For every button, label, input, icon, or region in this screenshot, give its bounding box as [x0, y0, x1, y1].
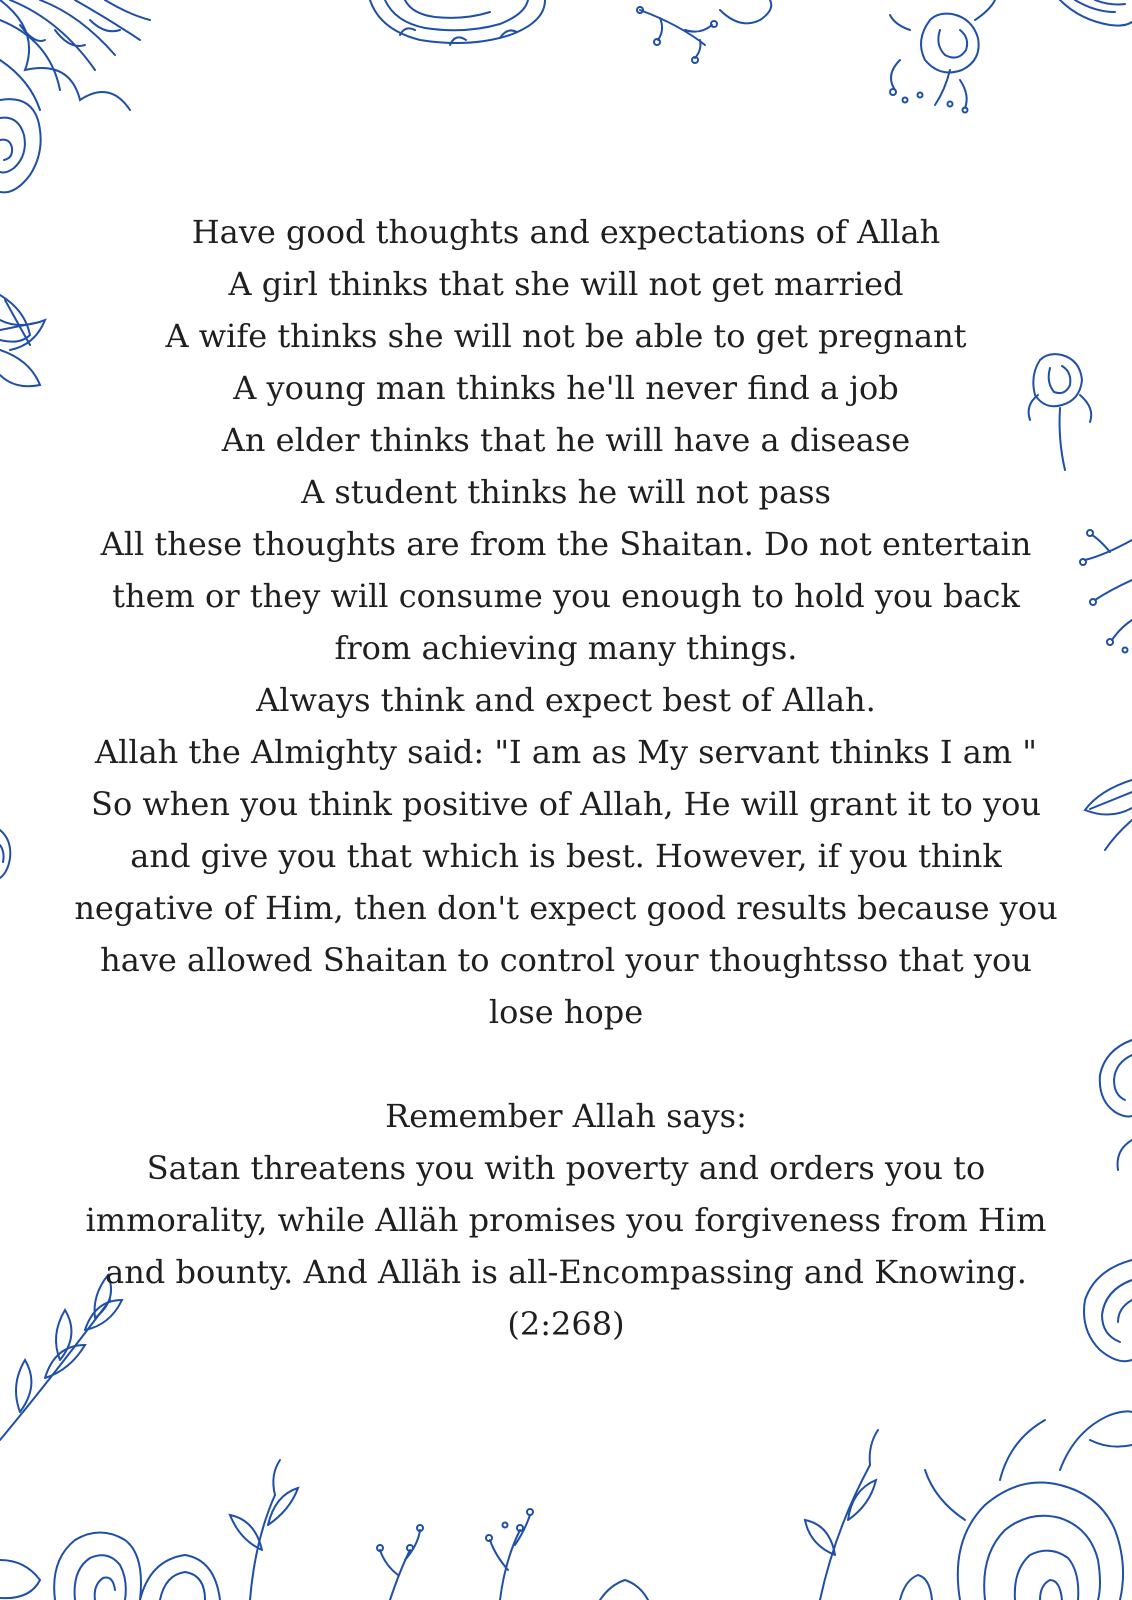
verse-reference: (2:268) [507, 1305, 625, 1343]
text-line: A wife thinks she will not be able to get pregnant [165, 317, 967, 355]
text-line: All these thoughts are from the Shaitan. Do not entertain [100, 525, 1032, 563]
flower-left-edge [0, 830, 10, 878]
text-line: from achieving many things. [334, 629, 798, 667]
flowers-bottom-left [0, 1533, 220, 1600]
text-line: An elder thinks that he will have a disease [221, 421, 911, 459]
rose-left-edge [0, 99, 41, 192]
flower-top-right-corner [1060, 0, 1132, 26]
text-line: A student thinks he will not pass [301, 473, 831, 511]
verse-line: immorality, while Alläh promises you forgiveness from Him [85, 1201, 1047, 1239]
text-line: them or they will consume you enough to hold you back [112, 577, 1020, 615]
flower-top-left [0, 0, 150, 110]
verse-line: and bounty. And Alläh is all-Encompassing and Knowing. [105, 1253, 1027, 1291]
text-line: negative of Him, then don't expect good results because you [74, 889, 1058, 927]
quote-text-block [40, 206, 1092, 1350]
text-line: So when you think positive of Allah, He will grant it to you [91, 785, 1041, 823]
text-line: Have good thoughts and expectations of Allah [191, 213, 941, 251]
text-line: and give you that which is best. However, if you think [130, 837, 1002, 875]
leaves-left-mid [0, 295, 45, 386]
berry-sprig-top [637, 0, 771, 63]
text-line: lose hope [488, 993, 644, 1031]
berry-sprig-bottom [377, 1509, 648, 1600]
text-line: have allowed Shaitan to control your thoughtsso that you [100, 941, 1032, 979]
leaf-bottom-right-center [805, 1430, 932, 1600]
text-line: Allah the Almighty said: "I am as My servant thinks I am " [95, 733, 1037, 771]
rose-bud-top-right [890, 0, 995, 113]
text-line: A young man thinks he'll never find a job [233, 369, 899, 407]
flower-top-center [370, 0, 545, 45]
flower-bottom-right-corner [925, 1411, 1132, 1600]
paragraph-gap [40, 1038, 1092, 1090]
text-line: Always think and expect best of Allah. [256, 681, 876, 719]
leaf-right-mid [1085, 780, 1132, 850]
verse-line: Satan threatens you with poverty and orders you to [146, 1149, 986, 1187]
verse-intro: Remember Allah says: [385, 1097, 747, 1135]
leaf-bottom-center [230, 1460, 298, 1600]
text-line: A girl thinks that she will not get married [228, 265, 904, 303]
